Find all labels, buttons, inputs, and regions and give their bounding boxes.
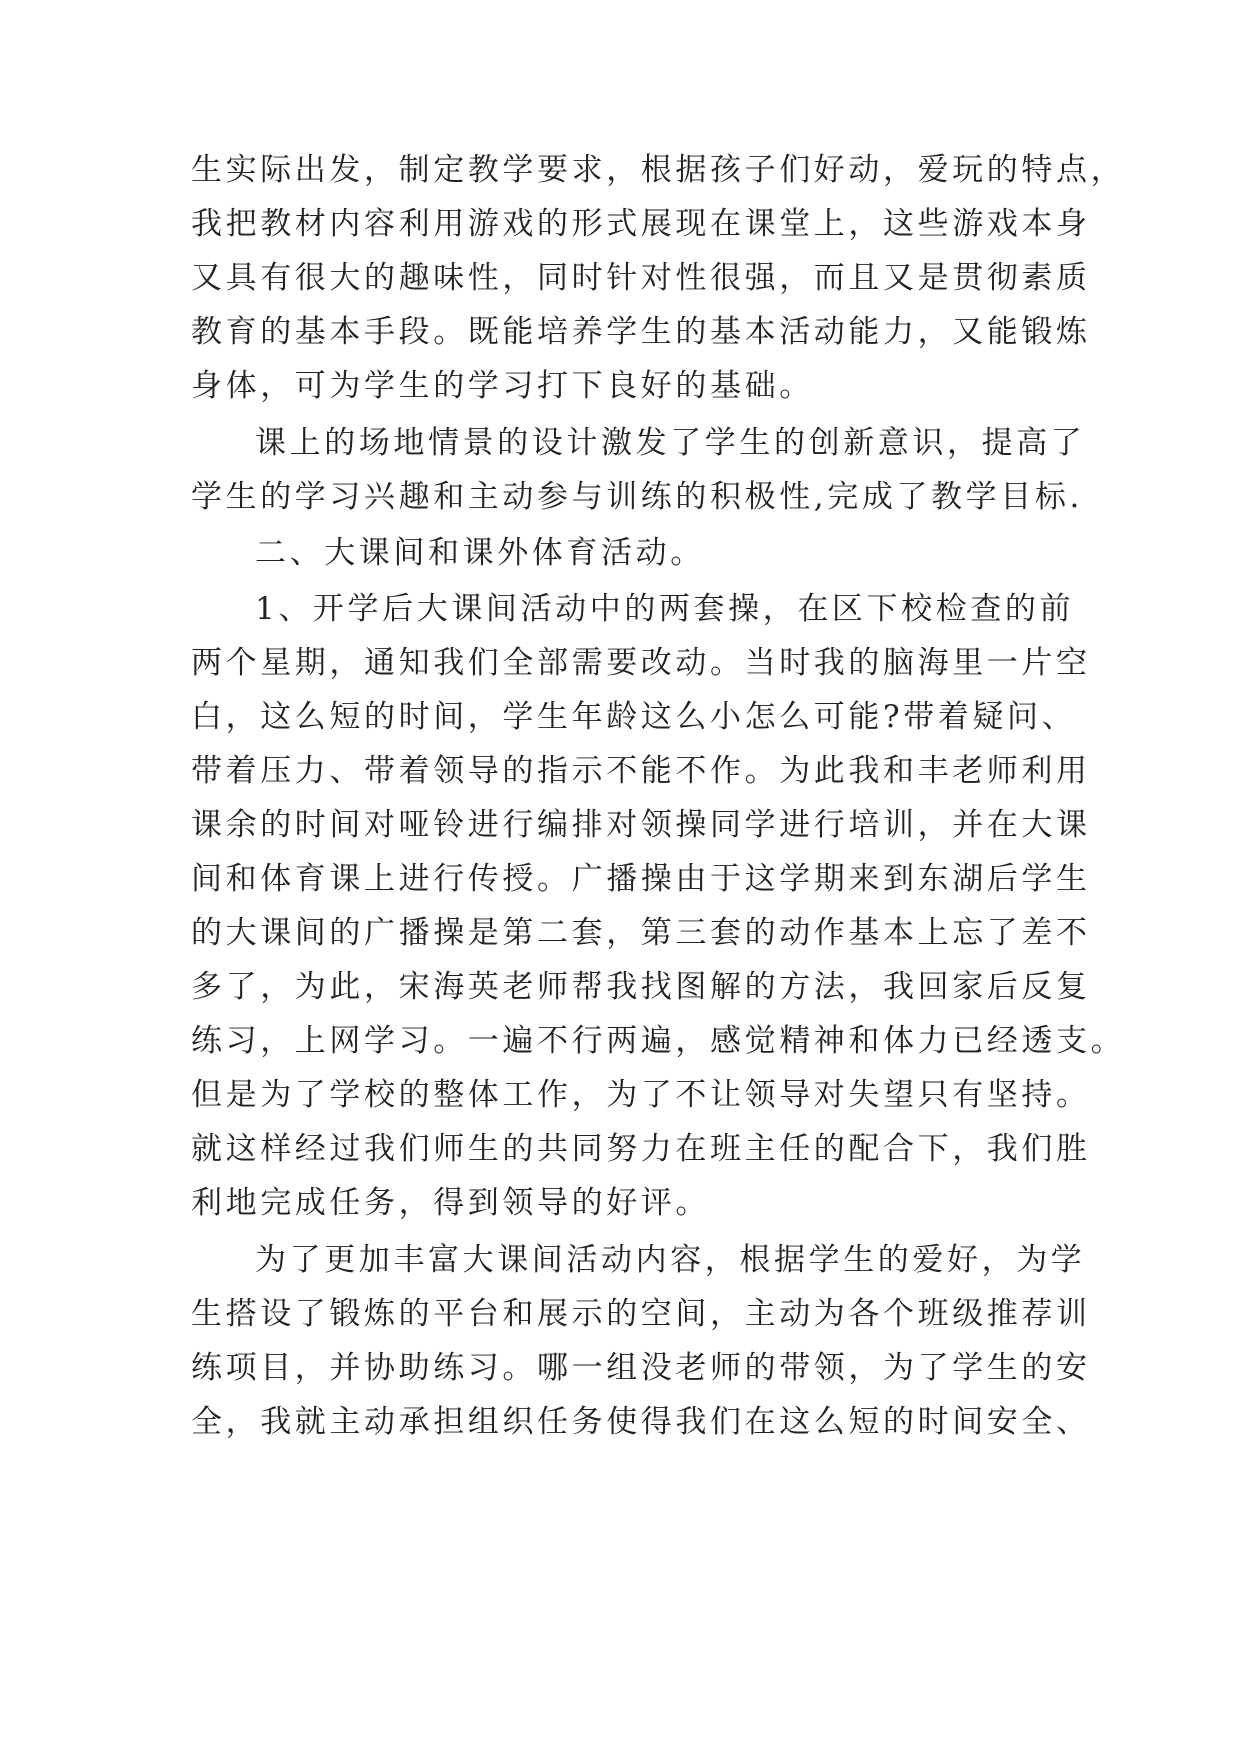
text-line: 间和体育课上进行传授。广播操由于这学期来到东湖后学生 <box>191 861 1091 897</box>
text-line: 白，这么短的时间，学生年龄这么小怎么可能?带着疑问、 <box>191 699 1077 735</box>
text-line: 利地完成任务，得到领导的好评。 <box>191 1185 710 1221</box>
text-line: 两个星期，通知我们全部需要改动。当时我的脑海里一片空 <box>191 645 1091 681</box>
text-line: 的大课间的广播操是第二套，第三套的动作基本上忘了差不 <box>191 915 1091 951</box>
text-line: 生搭设了锻炼的平台和展示的空间，主动为各个班级推荐训 <box>191 1296 1091 1332</box>
text-line: 1、开学后大课间活动中的两套操，在区下校检查的前 <box>255 591 1075 627</box>
text-line: 教育的基本手段。既能培养学生的基本活动能力，又能锻炼 <box>191 314 1091 350</box>
section-heading: 二、大课间和课外体育活动。 <box>255 535 705 571</box>
text-line: 为了更加丰富大课间活动内容，根据学生的爱好，为学 <box>255 1242 1086 1278</box>
text-line: 身体，可为学生的学习打下良好的基础。 <box>191 368 814 404</box>
text-line: 全，我就主动承担组织任务使得我们在这么短的时间安全、 <box>191 1404 1091 1440</box>
text-line: 生实际出发，制定教学要求，根据孩子们好动，爱玩的特点， <box>191 152 1126 188</box>
text-line: 但是为了学校的整体工作，为了不让领导对失望只有坚持。 <box>191 1077 1091 1113</box>
text-line: 多了，为此，宋海英老师帮我找图解的方法，我回家后反复 <box>191 969 1091 1005</box>
text-line: 课上的场地情景的设计激发了学生的创新意识，提高了 <box>255 425 1086 461</box>
text-line: 练项目，并协助练习。哪一组没老师的带领，为了学生的安 <box>191 1350 1091 1386</box>
text-line: 就这样经过我们师生的共同努力在班主任的配合下，我们胜 <box>191 1131 1091 1167</box>
text-line: 课余的时间对哑铃进行编排对领操同学进行培训，并在大课 <box>191 807 1091 843</box>
text-line: 又具有很大的趣味性，同时针对性很强，而且又是贯彻素质 <box>191 260 1091 296</box>
text-line: 练习，上网学习。一遍不行两遍，感觉精神和体力已经透支。 <box>191 1023 1126 1059</box>
text-line: 学生的学习兴趣和主动参与训练的积极性,完成了教学目标. <box>191 479 1083 515</box>
text-line: 带着压力、带着领导的指示不能不作。为此我和丰老师利用 <box>191 753 1091 789</box>
text-line: 我把教材内容利用游戏的形式展现在课堂上，这些游戏本身 <box>191 206 1091 242</box>
